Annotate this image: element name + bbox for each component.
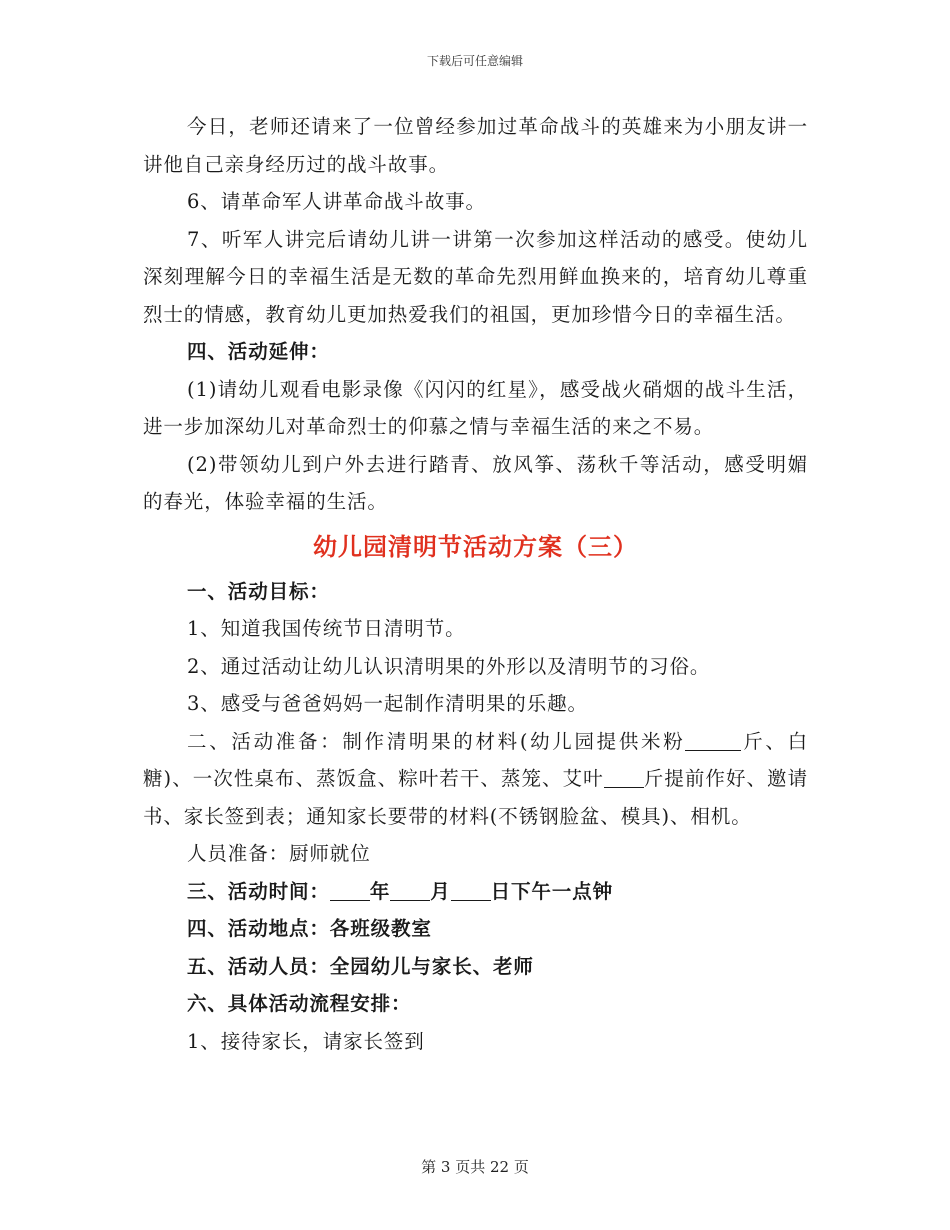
prep-text-1: 二、活动准备：制作清明果的材料(幼儿园提供米粉 xyxy=(187,729,686,753)
blank-line xyxy=(330,880,370,901)
goals-heading: 一、活动目标： xyxy=(187,579,330,603)
paragraph: 今日，老师还请来了一位曾经参加过革命战斗的英雄来为小朋友讲一讲他自己亲身经历过的战斗故事。 xyxy=(143,115,808,176)
paragraph: (1)请幼儿观看电影录像《闪闪的红星》，感受战火硝烟的战斗生活，进一步加深幼儿对革命烈士的仰慕之情与幸福生活的来之不易。 xyxy=(143,377,808,438)
list-item: 3、感受与爸爸妈妈一起制作清明果的乐趣。 xyxy=(187,692,588,715)
list-item: 1、知道我国传统节日清明节。 xyxy=(187,617,466,640)
staff-line: 人员准备：厨师就位 xyxy=(187,842,371,865)
paragraph: 7、听军人讲完后请幼儿讲一讲第一次参加这样活动的感受。使幼儿深刻理解今日的幸福生活是无数的革命先烈用鲜血换来的，培育幼儿尊重烈士的情感，教育幼儿更加热爱我们的祖国，更加珍惜今日的幸福生活。 xyxy=(143,227,808,326)
section-title: 幼儿园清明节活动方案（三） xyxy=(313,531,638,561)
prep-paragraph xyxy=(143,723,808,836)
flow-heading: 六、具体活动流程安排： xyxy=(187,992,412,1015)
time-rest: 日下午一点钟 xyxy=(490,879,614,903)
document-body xyxy=(143,108,808,1060)
list-item: 1、接待家长，请家长签到 xyxy=(187,1029,425,1053)
time-label: 三、活动时间： xyxy=(187,879,330,903)
section-heading: 四、活动延伸： xyxy=(187,340,330,363)
place-line: 四、活动地点：各班级教室 xyxy=(187,917,432,940)
prep-text-3: 斤提前作好、邀请书、家长签到表；通知家长要带的材料(不锈钢脸盆、模具)、相机。 xyxy=(143,767,808,828)
prep-text-2: 斤、白糖)、一次性桌布、蒸饭盒、粽叶若干、蒸笼、艾叶 xyxy=(143,729,809,790)
page-header: 下载后可任意编辑 xyxy=(426,54,523,68)
time-year: 年 xyxy=(369,879,391,903)
blank-line xyxy=(451,880,491,901)
paragraph: 6、请革命军人讲革命战斗故事。 xyxy=(187,190,486,213)
people-line: 五、活动人员：全园幼儿与家长、老师 xyxy=(187,954,534,978)
paragraph: (2)带领幼儿到户外去进行踏青、放风筝、荡秋千等活动，感受明媚的春光，体验幸福的生活。 xyxy=(143,452,808,513)
page-footer: 第 3 页共 22 页 xyxy=(421,1158,529,1176)
blank-line xyxy=(604,768,644,789)
blank-line xyxy=(390,880,430,901)
time-line xyxy=(143,873,808,911)
list-item: 2、通过活动让幼儿认识清明果的外形以及清明节的习俗。 xyxy=(187,654,711,678)
blank-line xyxy=(685,730,741,751)
time-month: 月 xyxy=(430,879,451,903)
